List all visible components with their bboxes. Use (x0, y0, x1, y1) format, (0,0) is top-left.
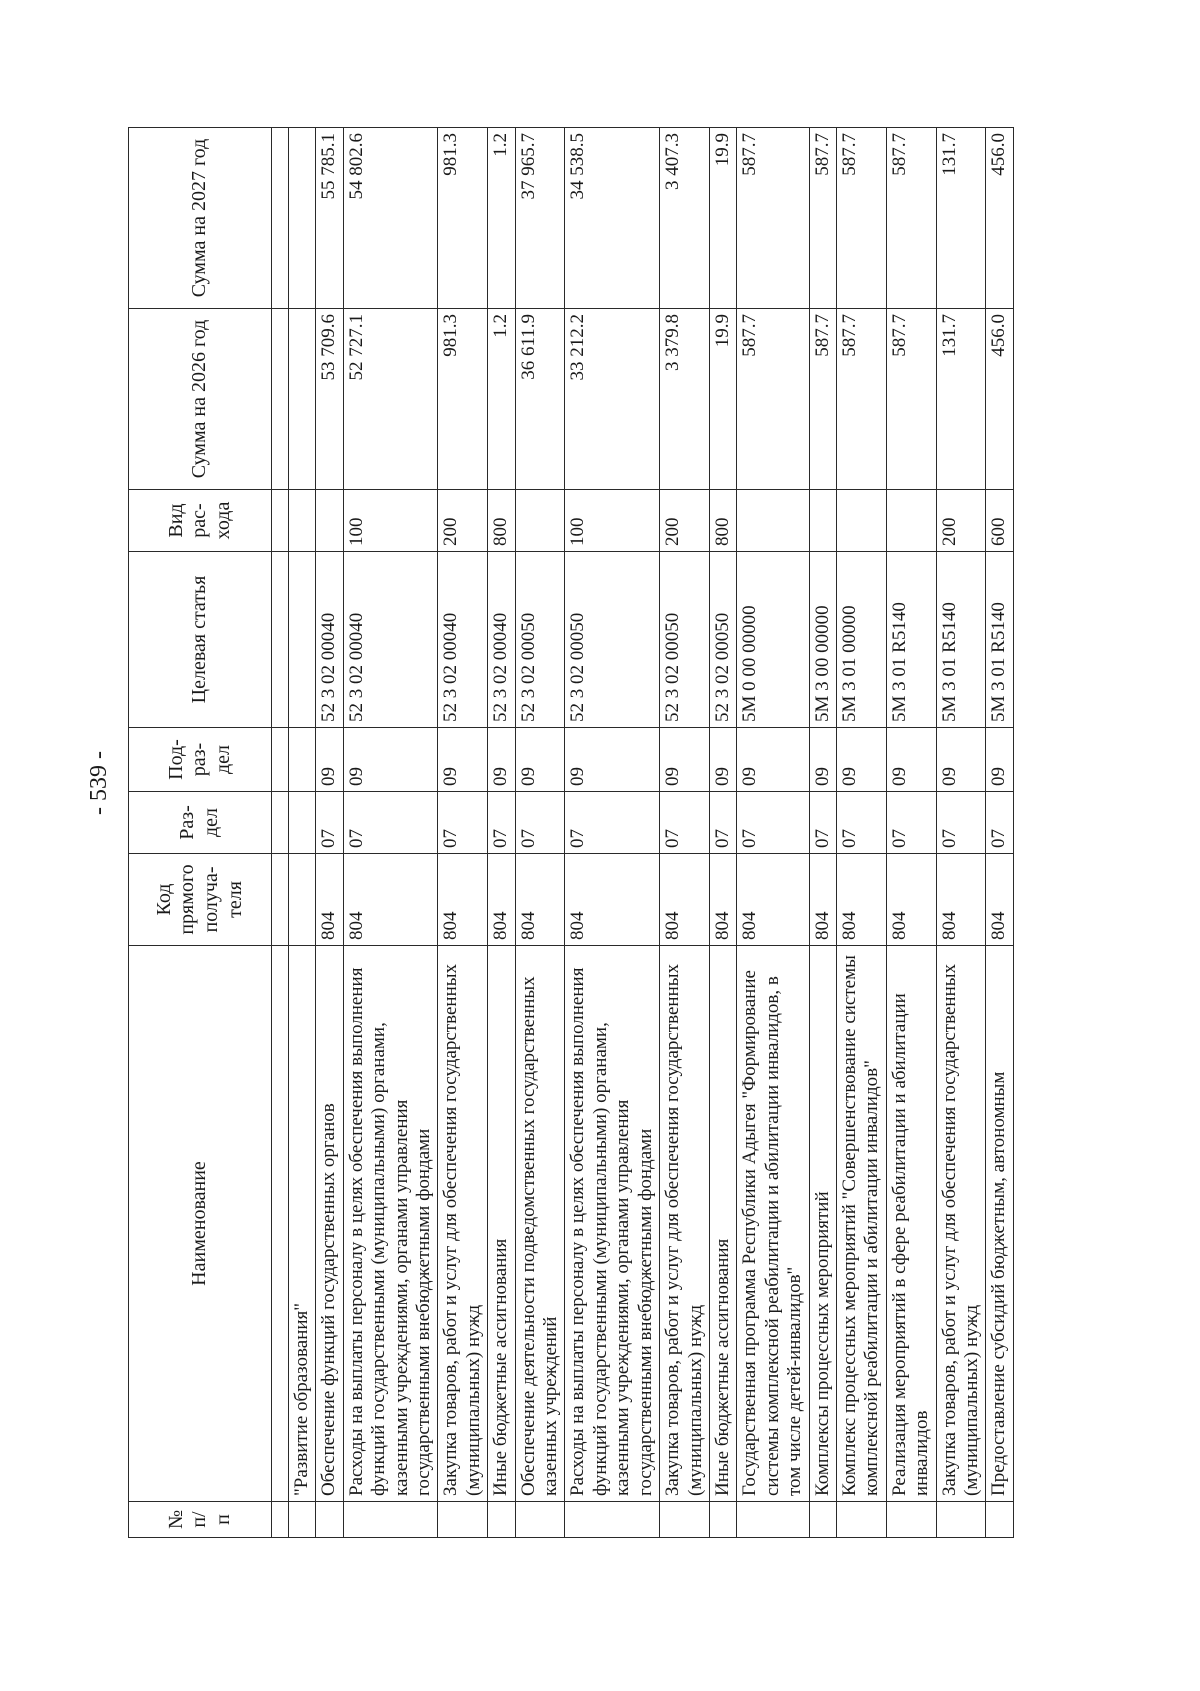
cell-code: 804 (737, 854, 809, 946)
cell-no (488, 1502, 515, 1538)
cell-razdel: 07 (565, 792, 660, 854)
cell-sum-2026: 587.7 (836, 309, 886, 490)
table-row (886, 128, 936, 1538)
header-code: Код прямого получа-теля (129, 854, 272, 946)
cell-name: Расходы на выплаты персоналу в целях обеспечения выполнения функций государственными (муниципальными) органами, казенными учреждениями, органами управления государственными внебюджетными фондами (565, 946, 660, 1502)
cell-code: 804 (709, 854, 736, 946)
cell-vid: 200 (660, 490, 710, 552)
cell-celevaya: 5М 0 00 00000 (737, 552, 809, 728)
cell-name: Предоставление субсидий бюджетным, автономным (986, 946, 1013, 1502)
cell-celevaya: 52 3 02 00040 (343, 552, 438, 728)
cell-name: Закупка товаров, работ и услуг для обеспечения государственных (муниципальных) нужд (936, 946, 986, 1502)
cell-sum-2026: 1.2 (488, 309, 515, 490)
cell-sum-2026: 456.0 (986, 309, 1013, 490)
table-row (936, 128, 986, 1538)
cell-podrazdel: 09 (316, 728, 343, 792)
cell-vid: 200 (936, 490, 986, 552)
cell-no (316, 1502, 343, 1538)
cell-celevaya: 5М 3 00 00000 (809, 552, 836, 728)
table-row (515, 128, 565, 1538)
cell-code: 804 (438, 854, 488, 946)
cell-code: 804 (836, 854, 886, 946)
header-row (129, 128, 272, 1538)
cell-name: Закупка товаров, работ и услуг для обеспечения государственных (муниципальных) нужд (660, 946, 710, 1502)
cell-vid (836, 490, 886, 552)
cell-razdel: 07 (343, 792, 438, 854)
cell-razdel: 07 (936, 792, 986, 854)
cell-razdel: 07 (660, 792, 710, 854)
cell-sum-2027: 54 802.6 (343, 128, 438, 309)
cell-code: 804 (515, 854, 565, 946)
cell-no (986, 1502, 1013, 1538)
cell-no (289, 1502, 316, 1538)
cell-code (289, 854, 316, 946)
cell-celevaya: 52 3 02 00040 (488, 552, 515, 728)
cell-code: 804 (565, 854, 660, 946)
table-row (737, 128, 809, 1538)
cell-no (343, 1502, 438, 1538)
header-sum-2027: Сумма на 2027 год (129, 128, 272, 309)
cell-sum-2027: 587.7 (737, 128, 809, 309)
cell-sum-2026: 52 727.1 (343, 309, 438, 490)
cell-podrazdel: 09 (343, 728, 438, 792)
cell-podrazdel: 09 (737, 728, 809, 792)
cell-podrazdel: 09 (936, 728, 986, 792)
cell-name: "Развитие образования" (289, 946, 316, 1502)
cell-podrazdel: 09 (986, 728, 1013, 792)
cell-sum-2026: 36 611.9 (515, 309, 565, 490)
cell-podrazdel: 09 (660, 728, 710, 792)
cell-sum-2026: 587.7 (886, 309, 936, 490)
cell-name: Расходы на выплаты персоналу в целях обеспечения выполнения функций государственными (муниципальными) органами, казенными учреждениями, органами управления государственными внебюджетными фондами (343, 946, 438, 1502)
cell-sum-2026: 981.3 (438, 309, 488, 490)
table-row (316, 128, 343, 1538)
cell-sum-2026: 587.7 (737, 309, 809, 490)
spacer-row (272, 128, 289, 1538)
cell-no (565, 1502, 660, 1538)
cell-no (836, 1502, 886, 1538)
header-razdel: Раз-дел (129, 792, 272, 854)
table-row (809, 128, 836, 1538)
cell-no (737, 1502, 809, 1538)
cell-name: Государственная программа Республики Адыгея "Формирование системы комплексной реабилитации и абилитации инвалидов, в том числе детей-инвалидов" (737, 946, 809, 1502)
cell-celevaya: 5М 3 01 R5140 (986, 552, 1013, 728)
cell-celevaya: 5М 3 01 R5140 (886, 552, 936, 728)
table-row (565, 128, 660, 1538)
header-name: Наименование (129, 946, 272, 1502)
cell-podrazdel: 09 (438, 728, 488, 792)
cell-sum-2027: 587.7 (886, 128, 936, 309)
cell-razdel: 07 (316, 792, 343, 854)
table-row (660, 128, 710, 1538)
cell-sum-2027: 19.9 (709, 128, 736, 309)
cell-podrazdel (289, 728, 316, 792)
cell-code: 804 (886, 854, 936, 946)
cell-sum-2027: 34 538.5 (565, 128, 660, 309)
budget-table (128, 127, 1014, 1538)
budget-table-container (128, 128, 1153, 1538)
cell-no (709, 1502, 736, 1538)
table-row (488, 128, 515, 1538)
cell-code: 804 (488, 854, 515, 946)
cell-podrazdel: 09 (809, 728, 836, 792)
cell-sum-2026: 33 212.2 (565, 309, 660, 490)
table-row (986, 128, 1013, 1538)
cell-celevaya: 52 3 02 00050 (709, 552, 736, 728)
cell-podrazdel: 09 (886, 728, 936, 792)
cell-code: 804 (660, 854, 710, 946)
cell-name: Реализация мероприятий в сфере реабилитации и абилитации инвалидов (886, 946, 936, 1502)
cell-sum-2027: 131.7 (936, 128, 986, 309)
cell-code: 804 (986, 854, 1013, 946)
cell-razdel: 07 (809, 792, 836, 854)
cell-celevaya (289, 552, 316, 728)
page-number: - 539 - (86, 751, 112, 815)
table-row (438, 128, 488, 1538)
cell-no (515, 1502, 565, 1538)
cell-vid (809, 490, 836, 552)
table-row (709, 128, 736, 1538)
cell-podrazdel: 09 (565, 728, 660, 792)
cell-name: Комплекс процессных мероприятий "Совершенствование системы комплексной реабилитации и абилитации инвалидов" (836, 946, 886, 1502)
cell-no (660, 1502, 710, 1538)
cell-name: Обеспечение деятельности подведомственных государственных казенных учреждений (515, 946, 565, 1502)
cell-vid (316, 490, 343, 552)
cell-sum-2027: 1.2 (488, 128, 515, 309)
cell-podrazdel: 09 (488, 728, 515, 792)
cell-razdel: 07 (737, 792, 809, 854)
cell-sum-2027: 456.0 (986, 128, 1013, 309)
cell-razdel: 07 (886, 792, 936, 854)
cell-code: 804 (343, 854, 438, 946)
table-row (343, 128, 438, 1538)
cell-sum-2027: 587.7 (809, 128, 836, 309)
cell-celevaya: 5М 3 01 00000 (836, 552, 886, 728)
cell-vid (515, 490, 565, 552)
cell-sum-2026: 3 379.8 (660, 309, 710, 490)
cell-razdel: 07 (488, 792, 515, 854)
cell-celevaya: 52 3 02 00050 (515, 552, 565, 728)
cell-podrazdel: 09 (709, 728, 736, 792)
cell-razdel: 07 (836, 792, 886, 854)
cell-name: Иные бюджетные ассигнования (709, 946, 736, 1502)
cell-sum-2026 (289, 309, 316, 490)
cell-sum-2027: 55 785.1 (316, 128, 343, 309)
cell-code: 804 (809, 854, 836, 946)
cell-name: Комплексы процессных мероприятий (809, 946, 836, 1502)
cell-vid (289, 490, 316, 552)
cell-name: Закупка товаров, работ и услуг для обеспечения государственных (муниципальных) нужд (438, 946, 488, 1502)
cell-celevaya: 52 3 02 00050 (565, 552, 660, 728)
cell-razdel: 07 (438, 792, 488, 854)
cell-celevaya: 52 3 02 00040 (438, 552, 488, 728)
cell-no (438, 1502, 488, 1538)
cell-razdel: 07 (986, 792, 1013, 854)
table-row (836, 128, 886, 1538)
cell-no (936, 1502, 986, 1538)
cell-vid: 600 (986, 490, 1013, 552)
cell-sum-2027: 981.3 (438, 128, 488, 309)
cell-sum-2026: 19.9 (709, 309, 736, 490)
cell-code: 804 (936, 854, 986, 946)
cell-vid: 200 (438, 490, 488, 552)
cell-sum-2027: 37 965.7 (515, 128, 565, 309)
cell-vid (737, 490, 809, 552)
cell-vid: 100 (343, 490, 438, 552)
cell-vid (886, 490, 936, 552)
header-sum-2026: Сумма на 2026 год (129, 309, 272, 490)
cell-celevaya: 5М 3 01 R5140 (936, 552, 986, 728)
cell-sum-2027: 587.7 (836, 128, 886, 309)
cell-vid: 800 (709, 490, 736, 552)
cell-vid: 800 (488, 490, 515, 552)
cell-vid: 100 (565, 490, 660, 552)
table-header (129, 128, 272, 1538)
cell-podrazdel: 09 (515, 728, 565, 792)
cell-razdel (289, 792, 316, 854)
cell-celevaya: 52 3 02 00050 (660, 552, 710, 728)
cell-sum-2027 (289, 128, 316, 309)
cell-name: Иные бюджетные ассигнования (488, 946, 515, 1502)
cell-podrazdel: 09 (836, 728, 886, 792)
cell-no (886, 1502, 936, 1538)
header-celevaya: Целевая статья (129, 552, 272, 728)
header-vid: Вид рас-хода (129, 490, 272, 552)
cell-sum-2026: 53 709.6 (316, 309, 343, 490)
cell-razdel: 07 (709, 792, 736, 854)
cell-no (809, 1502, 836, 1538)
cell-sum-2027: 3 407.3 (660, 128, 710, 309)
cell-code: 804 (316, 854, 343, 946)
header-no: № п/п (129, 1502, 272, 1538)
cell-name: Обеспечение функций государственных органов (316, 946, 343, 1502)
cell-sum-2026: 587.7 (809, 309, 836, 490)
header-podrazdel: Под-раз-дел (129, 728, 272, 792)
table-row (289, 128, 316, 1538)
cell-razdel: 07 (515, 792, 565, 854)
table-body (272, 128, 1014, 1538)
cell-sum-2026: 131.7 (936, 309, 986, 490)
cell-celevaya: 52 3 02 00040 (316, 552, 343, 728)
